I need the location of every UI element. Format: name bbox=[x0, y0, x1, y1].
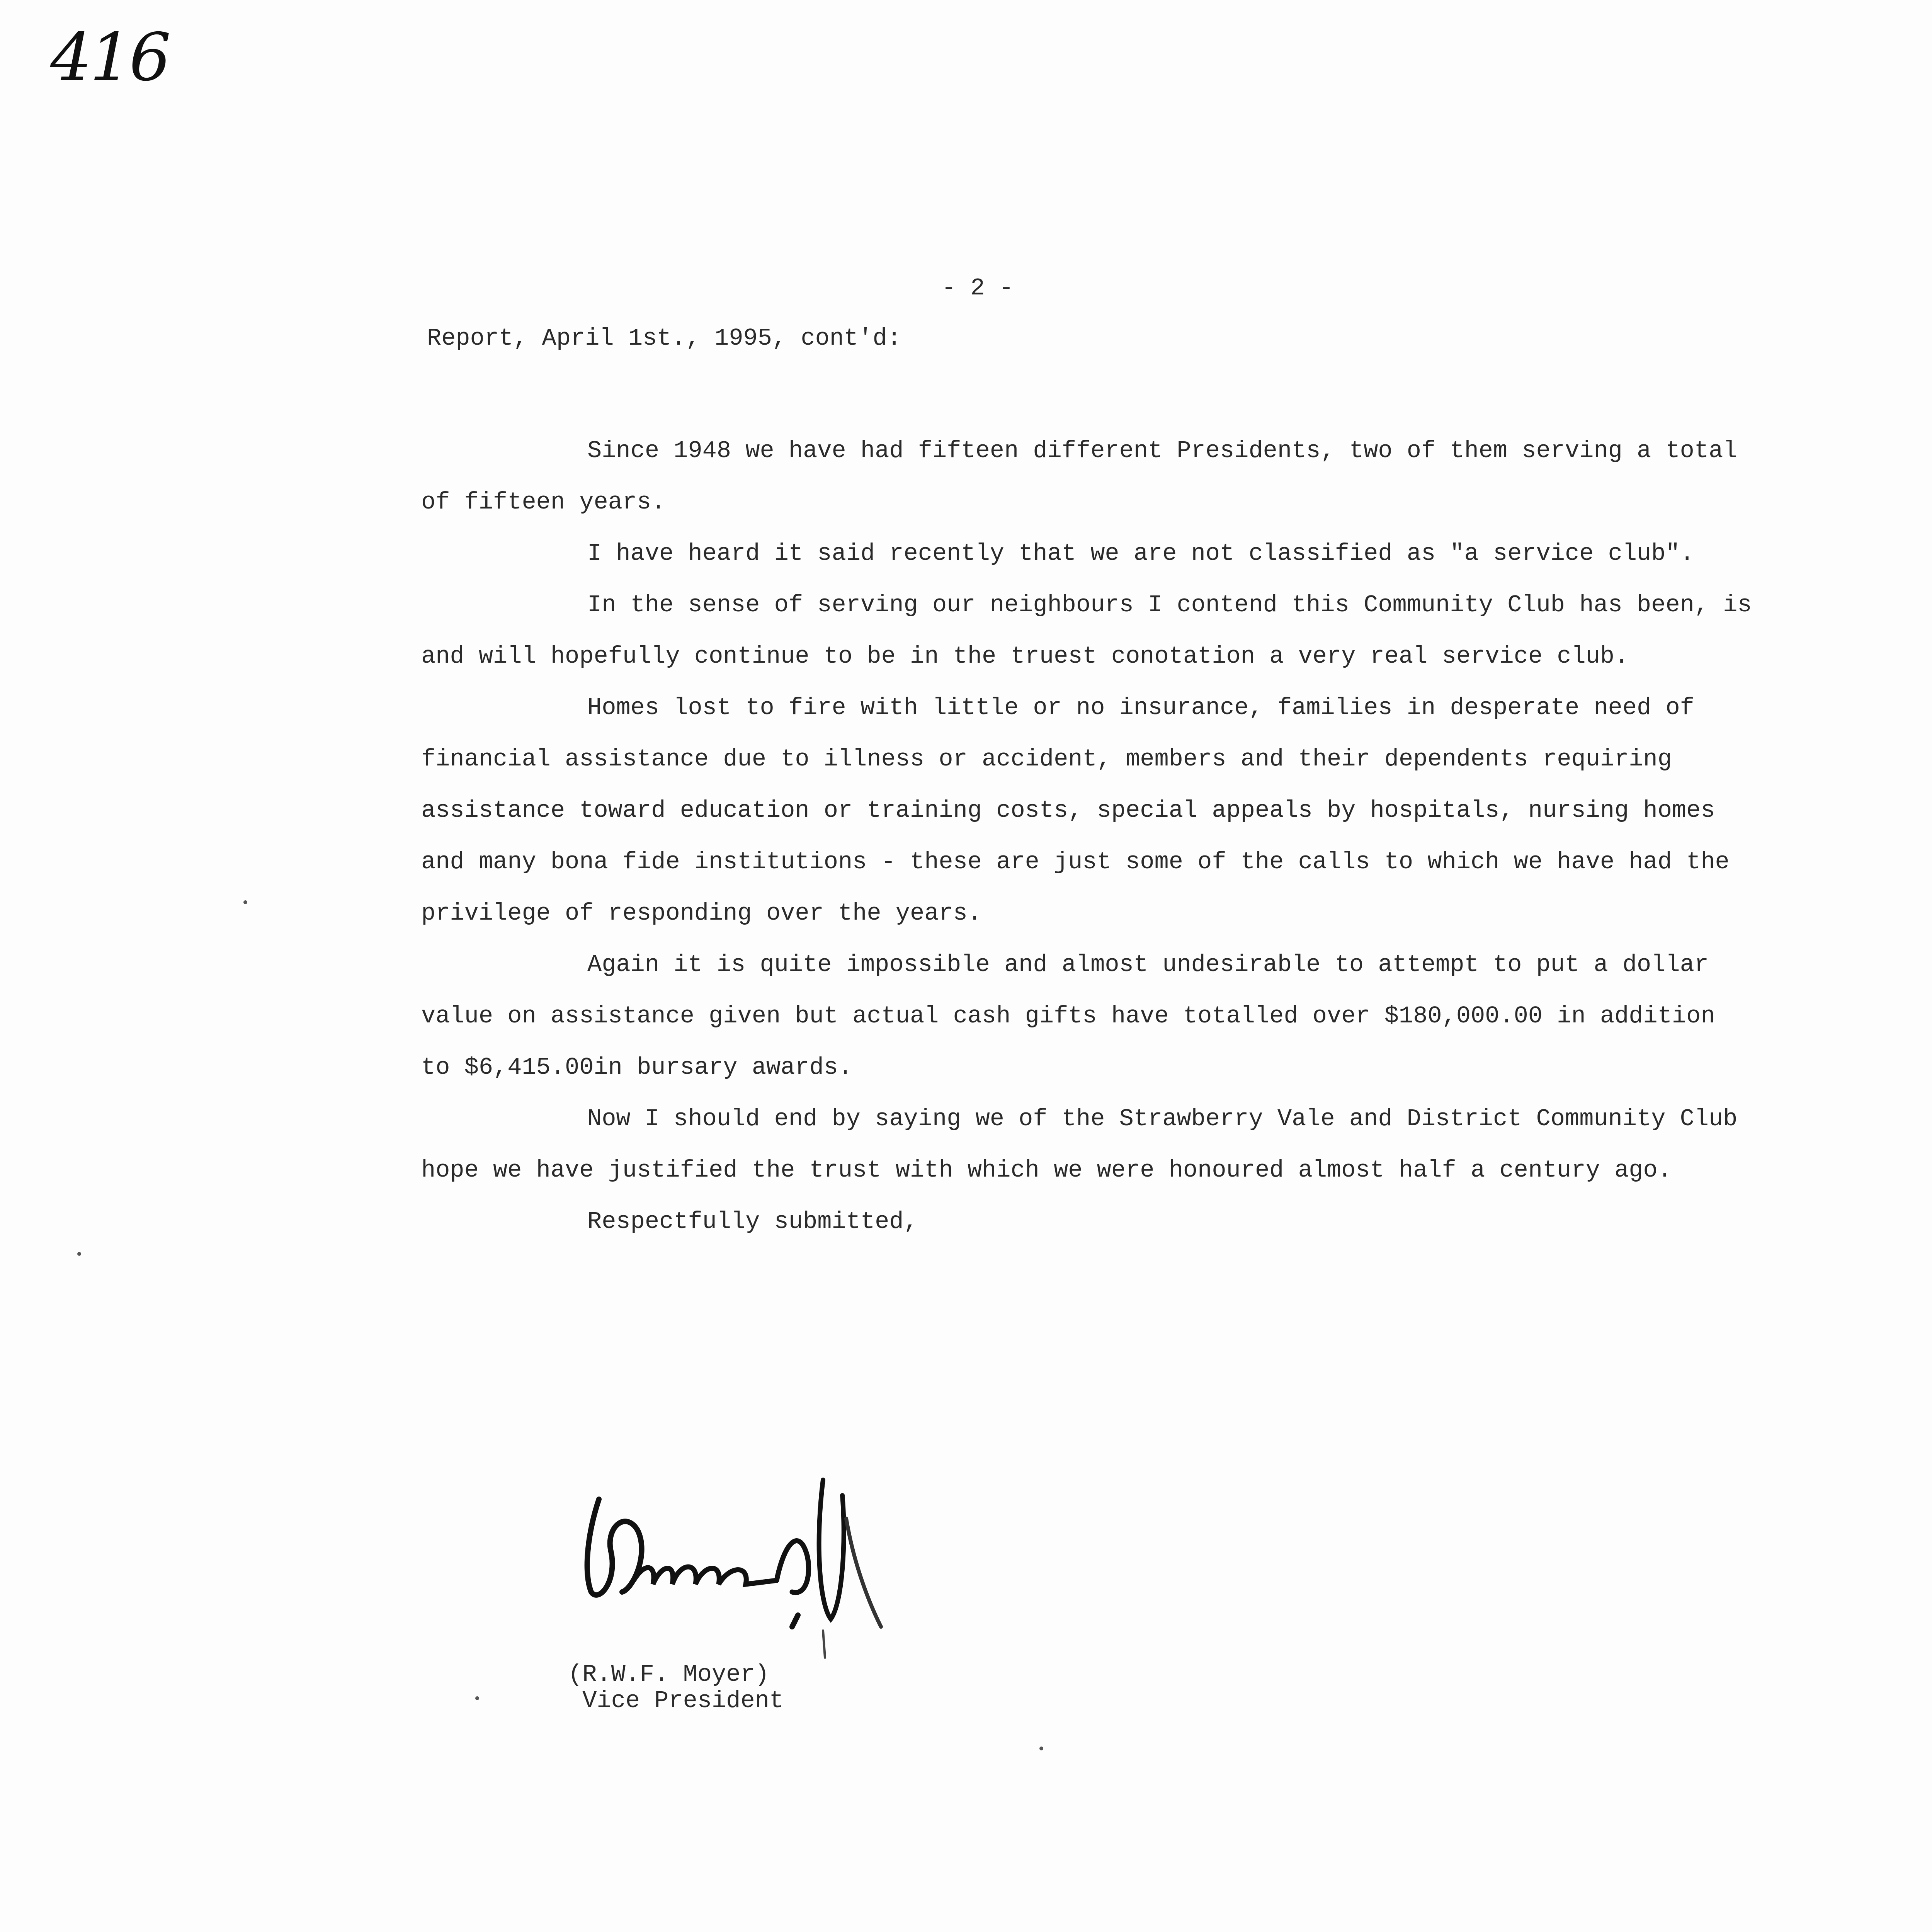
paragraph: Homes lost to fire with little or no insurance, families in desperate need of financial assistance due to illness or accident, members and their dependents requiring assistance toward education or training costs, special appeals by hospitals, nursing homes and many bona fide institutions - these are just some of the calls to which we have had the privilege of responding over the years. bbox=[421, 694, 1730, 927]
paragraph: In the sense of serving our neighbours I contend this Community Club has been, is and will hopefully continue to be in the truest conotation a very real service club. bbox=[421, 591, 1752, 670]
paragraph: Again it is quite impossible and almost undesirable to attempt to put a dollar value on assistance given but actual cash gifts have totalled over $180,000.00 in addition to $6,415.00in bursary awards. bbox=[421, 951, 1715, 1081]
paragraph: Now I should end by saying we of the Strawberry Vale and District Community Club hope we have justified the trust with which we were honoured almost half a century ago. bbox=[421, 1105, 1738, 1184]
paper-speck bbox=[1039, 1747, 1043, 1750]
paper-speck bbox=[243, 900, 247, 904]
report-body bbox=[421, 425, 1758, 1247]
paragraph: Since 1948 we have had fifteen different Presidents, two of them serving a total of fifteen years. bbox=[421, 437, 1738, 516]
signature-block bbox=[568, 1662, 784, 1714]
closing: Respectfully submitted, bbox=[587, 1208, 918, 1235]
signatory-title: Vice President bbox=[568, 1687, 784, 1714]
paper-speck bbox=[475, 1696, 479, 1700]
handwritten-folio-number: 416 bbox=[50, 19, 169, 96]
signatory-name: (R.W.F. Moyer) bbox=[568, 1661, 769, 1688]
page-number: - 2 - bbox=[941, 274, 1014, 302]
paper-speck bbox=[77, 1252, 81, 1256]
paragraph: I have heard it said recently that we are not classified as "a service club". bbox=[587, 540, 1694, 567]
handwritten-signature bbox=[576, 1464, 908, 1665]
report-heading: Report, April 1st., 1995, cont'd: bbox=[427, 325, 901, 352]
